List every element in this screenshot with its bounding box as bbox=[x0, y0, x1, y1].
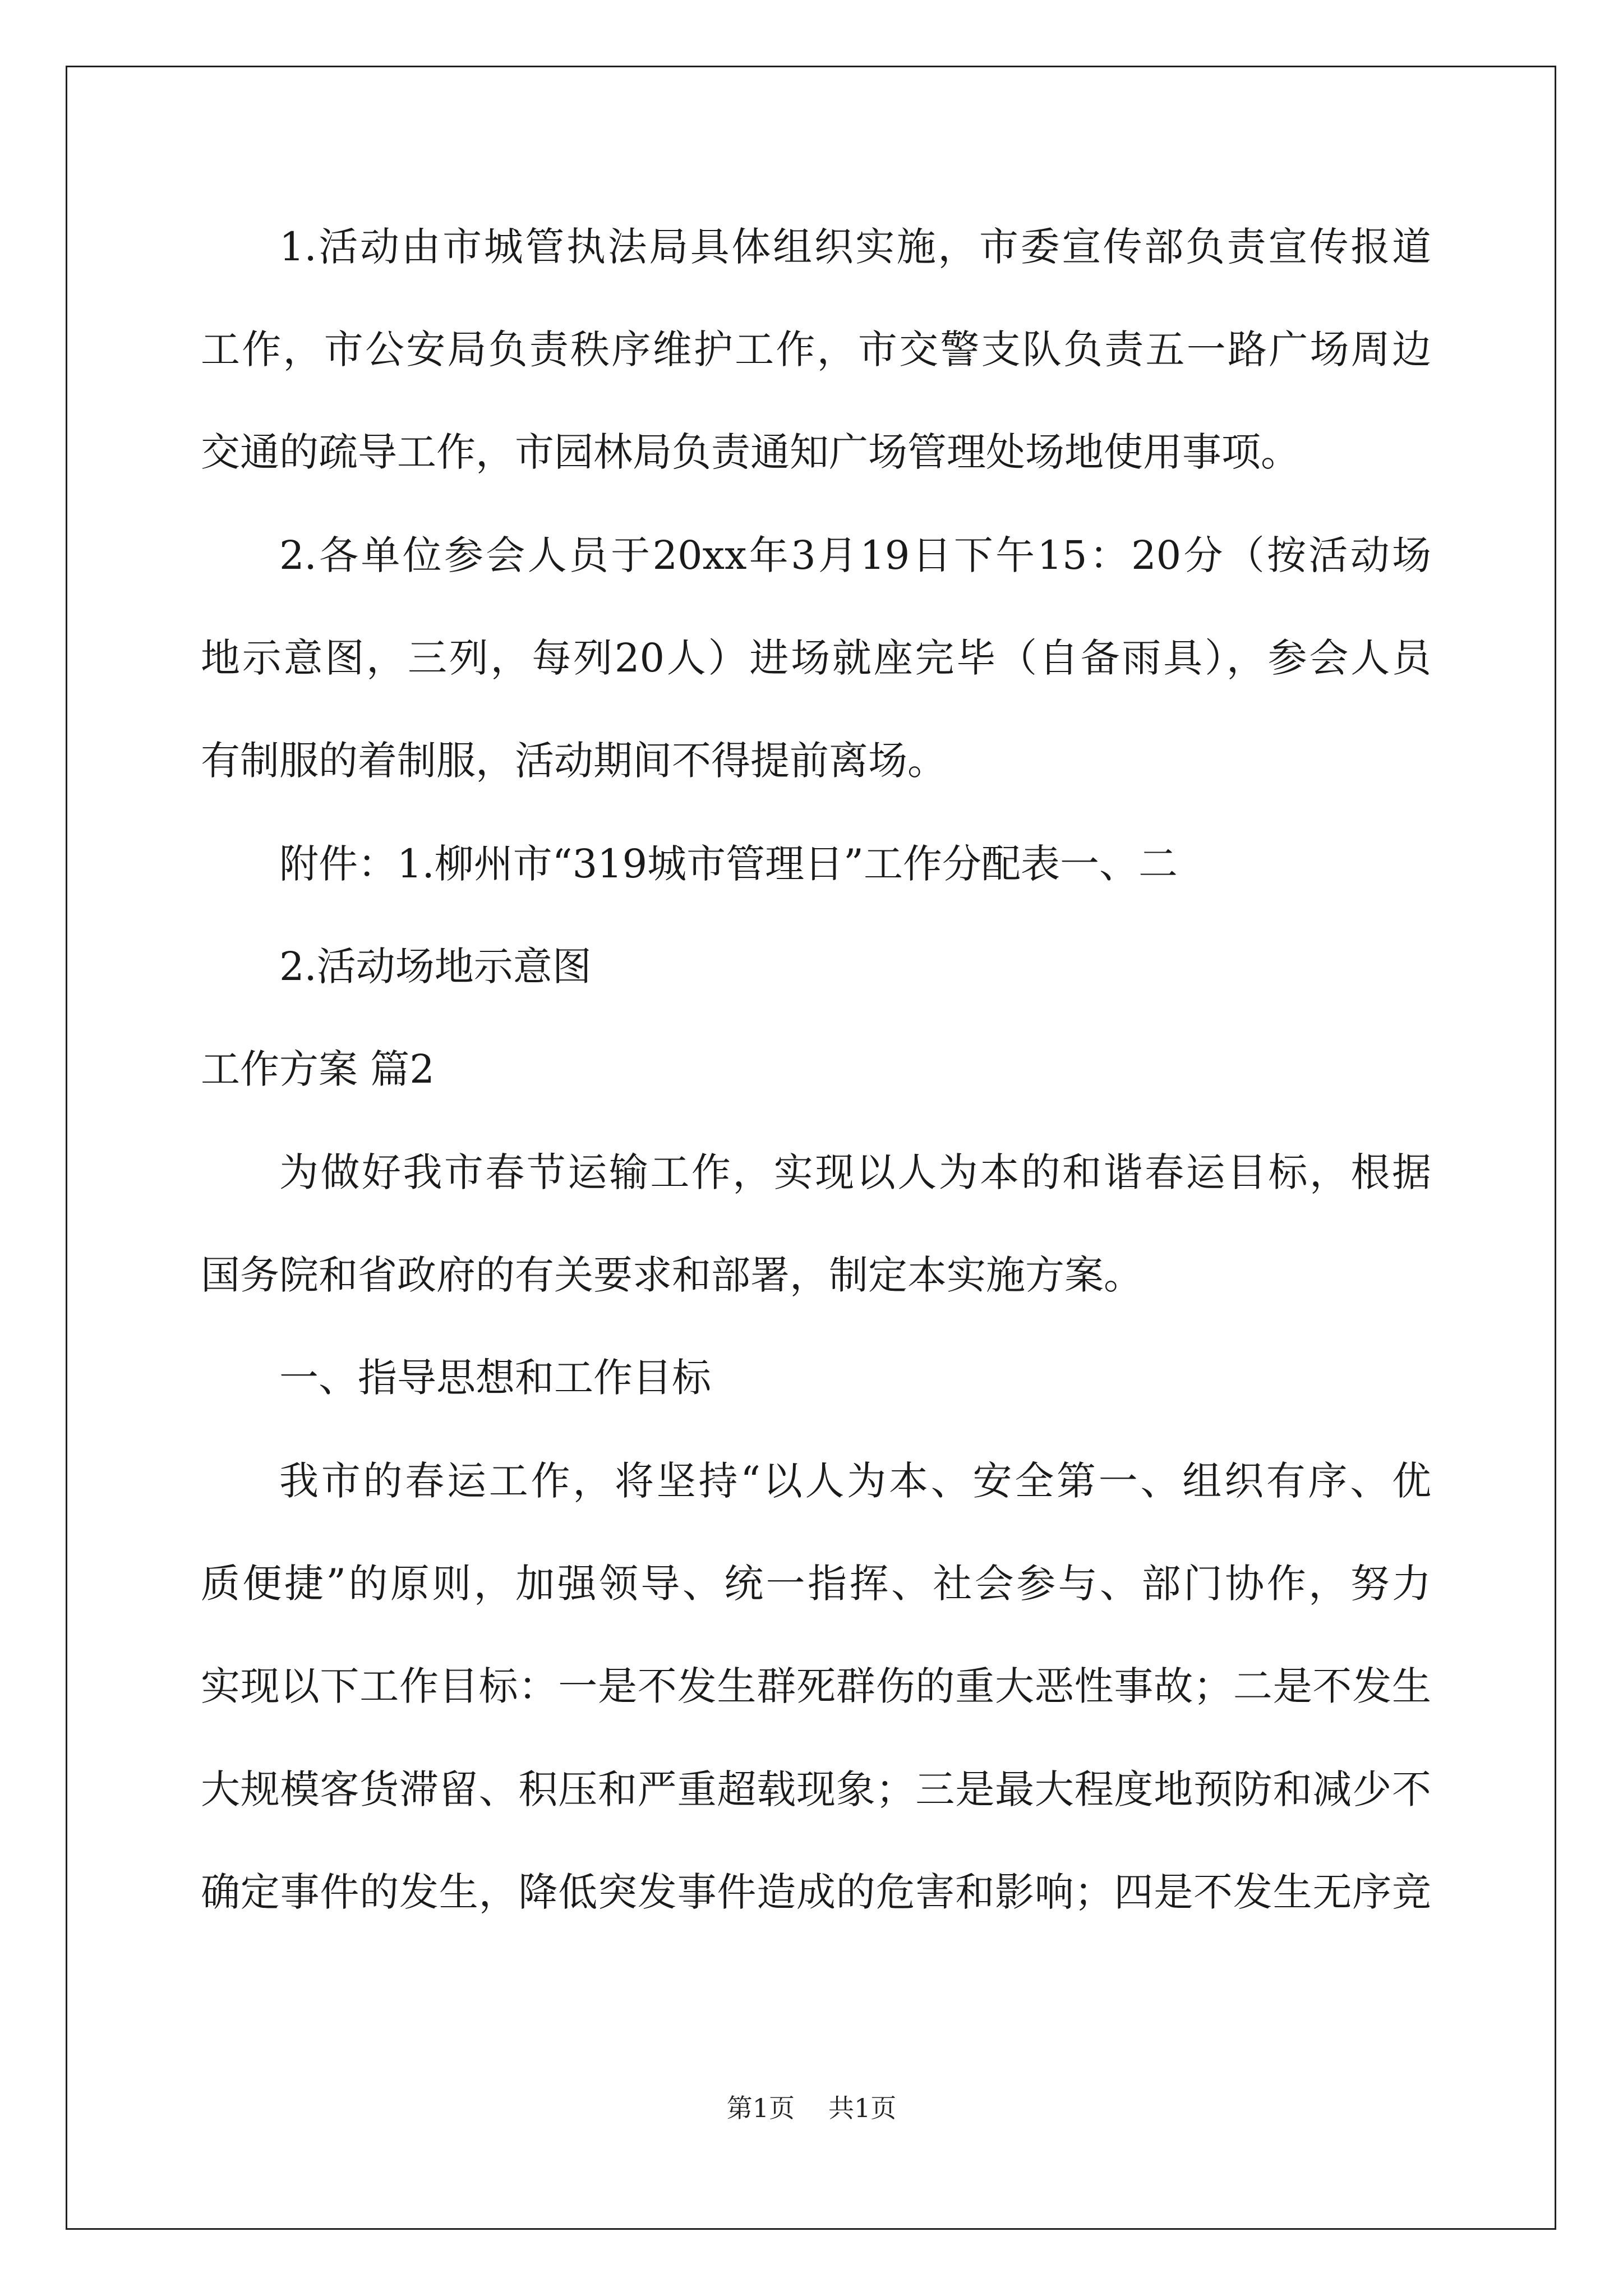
paragraph-line: 有制服的着制服，活动期间不得提前离场。 bbox=[201, 738, 947, 784]
attachment-line: 附件：1.柳州市“319城市管理日”工作分配表一、二 bbox=[279, 841, 1178, 887]
paragraph-line: 大规模客货滞留、积压和严重超载现象；三是最大程度地预防和减少不 bbox=[201, 1766, 1431, 1812]
paragraph-line: 国务院和省政府的有关要求和部署，制定本实施方案。 bbox=[201, 1252, 1143, 1298]
paragraph-line: 确定事件的发生，降低突发事件造成的危害和影响；四是不发生无序竞 bbox=[201, 1869, 1431, 1915]
page-number: 第1页 bbox=[726, 2093, 795, 2123]
paragraph-line: 质便捷”的原则，加强领导、统一指挥、社会参与、部门协作，努力 bbox=[201, 1561, 1431, 1607]
paragraph-line: 工作，市公安局负责秩序维护工作，市交警支队负责五一路广场周边 bbox=[201, 326, 1431, 372]
page-total: 共1页 bbox=[828, 2093, 897, 2123]
attachment-line: 2.活动场地示意图 bbox=[279, 944, 592, 990]
paragraph-line: 实现以下工作目标：一是不发生群死群伤的重大恶性事故；二是不发生 bbox=[201, 1663, 1431, 1709]
paragraph-line: 交通的疏导工作，市园林局负责通知广场管理处场地使用事项。 bbox=[201, 429, 1300, 475]
paragraph-line: 2.各单位参会人员于20xx年3月19日下午15：20分（按活动场 bbox=[279, 532, 1431, 578]
paragraph-line: 1.活动由市城管执法局具体组织实施，市委宣传部负责宣传报道 bbox=[279, 224, 1431, 270]
paragraph-line: 我市的春运工作，将坚持“以人为本、安全第一、组织有序、优 bbox=[279, 1458, 1431, 1504]
subsection-heading: 一、指导思想和工作目标 bbox=[279, 1355, 711, 1401]
section-heading: 工作方案 篇2 bbox=[201, 1046, 435, 1092]
paragraph-line: 地示意图，三列，每列20人）进场就座完毕（自备雨具），参会人员 bbox=[201, 635, 1431, 681]
page-footer bbox=[0, 2091, 1623, 2125]
paragraph-line: 为做好我市春节运输工作，实现以人为本的和谐春运目标，根据 bbox=[279, 1149, 1431, 1195]
